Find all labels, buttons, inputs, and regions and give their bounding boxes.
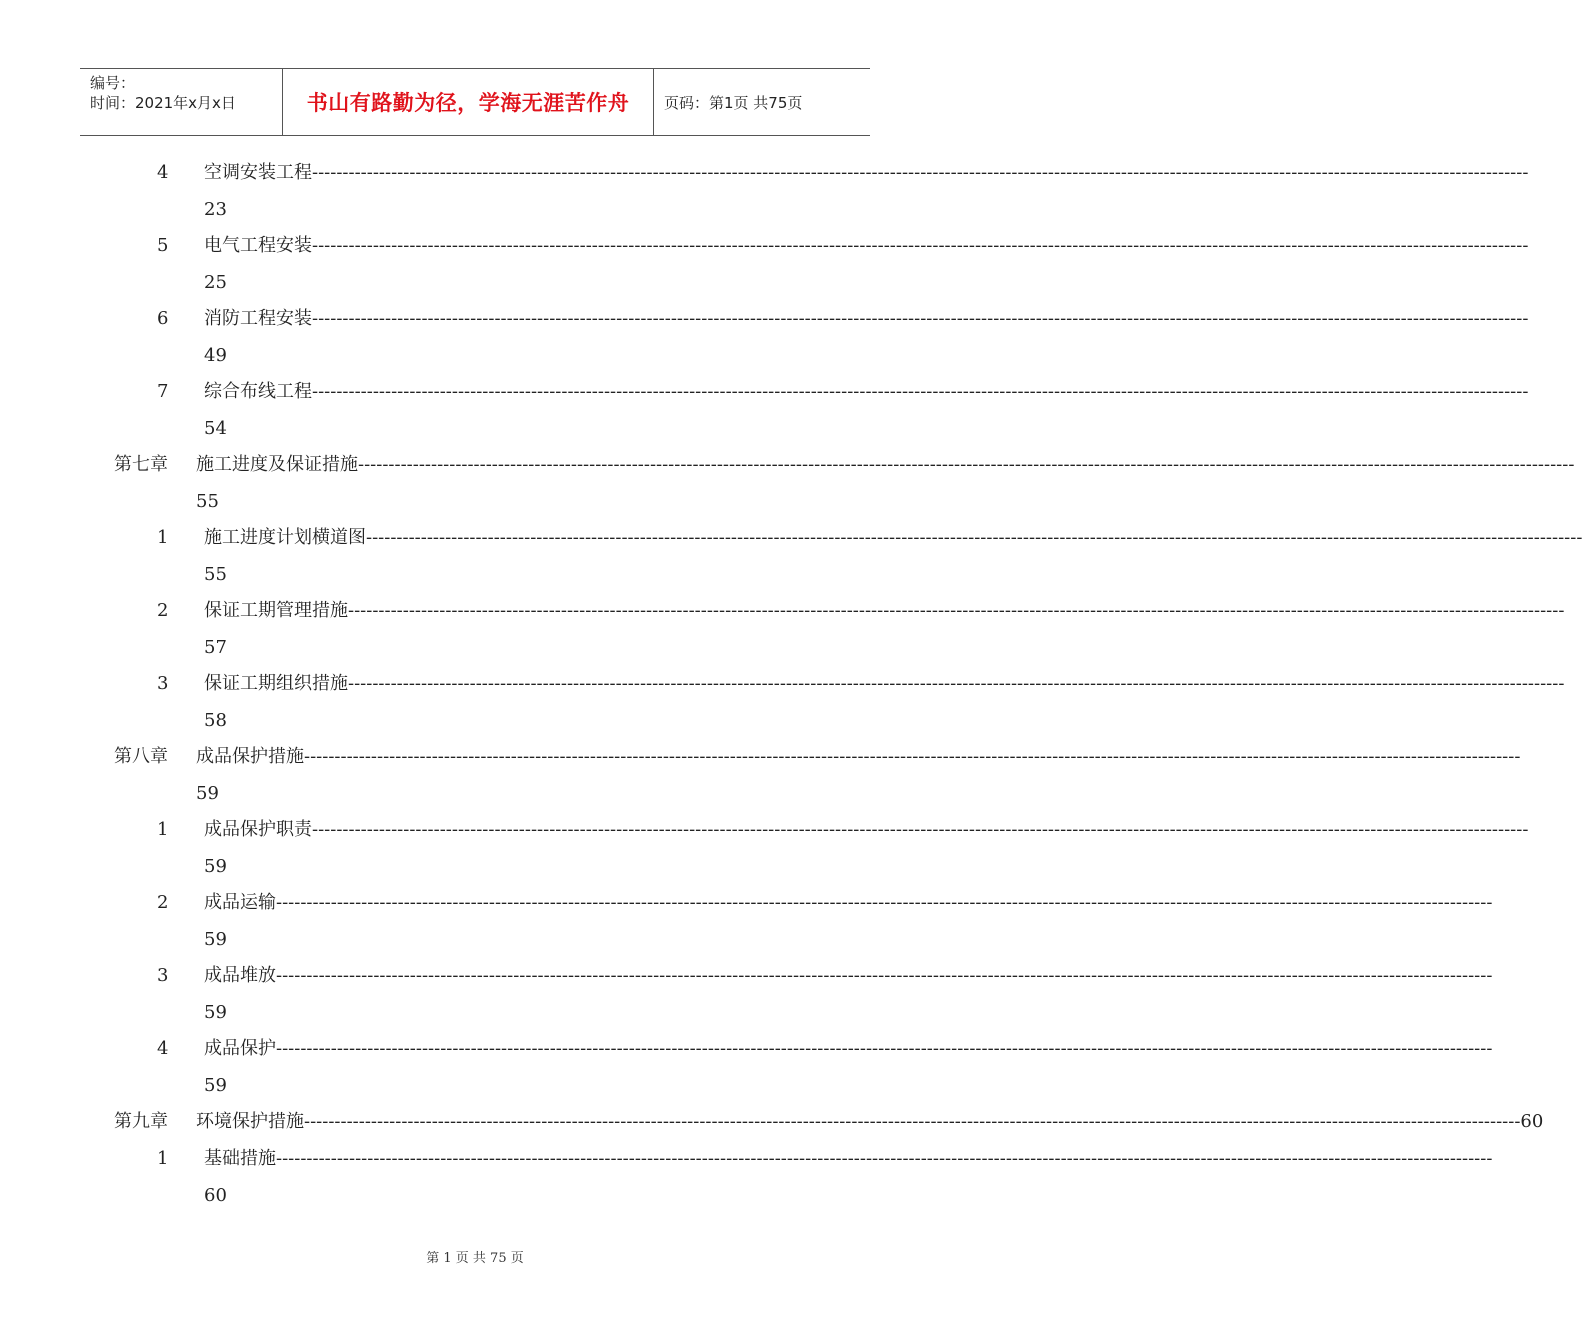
toc-entry-title: 环境保护措施 [196,1111,304,1132]
toc-entry[interactable] [0,308,1529,330]
toc-leader: -------------------------------------------------------------------------------------------------------------------------------------------------------------------------------------------------------- [348,600,1565,621]
toc-entry[interactable] [0,746,1521,768]
document-time-label: 时间：2021年x月x日 [90,94,236,112]
toc-entry-title-wrap [196,454,1575,476]
document-number-label: 编号： [90,74,136,92]
toc-entry-number: 1 [157,819,169,840]
toc-entry-page: 57 [204,637,227,658]
toc-entry-number: 5 [157,235,169,256]
toc-entry-title: 施工进度计划横道图 [204,527,366,548]
toc-entry-number: 第七章 [114,454,168,475]
toc-leader: -------------------------------------------------------------------------------------------------------------------------------------------------------------------------------------------------------- [276,965,1493,986]
toc-entry[interactable] [0,819,1529,841]
toc-entry-number: 3 [157,965,169,986]
toc-entry-page: 60 [204,1185,227,1206]
toc-entry[interactable] [0,454,1575,476]
toc-entry-title-wrap [204,162,1529,184]
toc-entry-title-wrap [204,819,1529,841]
toc-entry-title: 保证工期组织措施 [204,673,348,694]
toc-leader: -------------------------------------------------------------------------------------------------------------------------------------------------------------------------------------------------------- [366,527,1582,548]
toc-entry-number: 第九章 [114,1111,168,1132]
toc-leader: -------------------------------------------------------------------------------------------------------------------------------------------------------------------------------------------------------- [312,381,1529,402]
toc-entry[interactable] [0,527,1582,549]
toc-entry-title-wrap [204,965,1493,987]
toc-entry[interactable] [0,381,1529,403]
toc-entry-title-wrap [204,600,1565,622]
toc-leader: -------------------------------------------------------------------------------------------------------------------------------------------------------------------------------------------------------- [348,673,1565,694]
toc-entry-number: 6 [157,308,169,329]
toc-entry-title: 电气工程安装 [204,235,312,256]
toc-leader: -------------------------------------------------------------------------------------------------------------------------------------------------------------------------------------------------------- [312,819,1529,840]
toc-entry-number: 4 [157,162,169,183]
toc-entry-page: 60 [1520,1111,1544,1132]
toc-leader: -------------------------------------------------------------------------------------------------------------------------------------------------------------------------------------------------------- [358,454,1575,475]
toc-leader: -------------------------------------------------------------------------------------------------------------------------------------------------------------------------------------------------------- [304,1111,1521,1132]
toc-entry-title: 空调安装工程 [204,162,312,183]
toc-entry-title-wrap [204,1148,1493,1170]
page-footer: 第 1 页 共 75 页 [426,1251,524,1266]
toc-entry-title: 成品保护职责 [204,819,312,840]
toc-entry-title: 成品保护措施 [196,746,304,767]
toc-entry-number: 1 [157,527,169,548]
toc-entry-number: 1 [157,1148,169,1169]
toc-leader: -------------------------------------------------------------------------------------------------------------------------------------------------------------------------------------------------------- [312,162,1529,183]
toc-entry-page: 54 [204,418,227,439]
toc-entry-page: 59 [204,1002,227,1023]
toc-entry-page: 55 [196,491,219,512]
toc-leader: -------------------------------------------------------------------------------------------------------------------------------------------------------------------------------------------------------- [276,1148,1493,1169]
toc-entry[interactable] [0,235,1529,257]
toc-entry-number: 7 [157,381,169,402]
toc-entry-page: 25 [204,272,227,293]
toc-entry-title: 保证工期管理措施 [204,600,348,621]
toc-entry-page: 49 [204,345,227,366]
toc-entry[interactable] [0,673,1565,695]
toc-entry-title-wrap [204,527,1582,549]
toc-entry-title-wrap [204,892,1493,914]
toc-entry-page: 23 [204,199,227,220]
toc-leader: -------------------------------------------------------------------------------------------------------------------------------------------------------------------------------------------------------- [276,892,1493,913]
toc-entry-title-wrap [204,235,1529,257]
toc-leader: -------------------------------------------------------------------------------------------------------------------------------------------------------------------------------------------------------- [304,746,1521,767]
toc-entry-title-wrap [204,673,1565,695]
toc-entry-page: 55 [204,564,227,585]
toc-entry-number: 3 [157,673,169,694]
header-page-info: 页码：第1页 共75页 [664,93,803,112]
toc-entry-number: 2 [157,600,169,621]
toc-entry[interactable] [0,892,1493,914]
toc-entry-number: 4 [157,1038,169,1059]
toc-entry-title: 施工进度及保证措施 [196,454,358,475]
toc-entry-page: 59 [204,1075,227,1096]
toc-entry[interactable] [0,1148,1493,1170]
toc-entry[interactable] [0,600,1565,622]
toc-entry-title: 消防工程安装 [204,308,312,329]
toc-entry-title: 成品保护 [204,1038,276,1059]
toc-entry-title-wrap [196,1111,1544,1133]
toc-entry-title-wrap [204,381,1529,403]
toc-leader: -------------------------------------------------------------------------------------------------------------------------------------------------------------------------------------------------------- [276,1038,1493,1059]
toc-entry-title: 综合布线工程 [204,381,312,402]
toc-entry-number: 第八章 [114,746,168,767]
toc-entry[interactable] [0,965,1493,987]
toc-entry-page: 59 [196,783,219,804]
toc-entry-title-wrap [204,1038,1493,1060]
toc-entry-page: 59 [204,929,227,950]
toc-entry[interactable] [0,1038,1493,1060]
toc-entry-page: 58 [204,710,227,731]
toc-entry-title: 成品堆放 [204,965,276,986]
toc-leader: -------------------------------------------------------------------------------------------------------------------------------------------------------------------------------------------------------- [312,235,1529,256]
toc-entry-page: 59 [204,856,227,877]
toc-entry-title: 基础措施 [204,1148,276,1169]
toc-entry-number: 2 [157,892,169,913]
header-motto: 书山有路勤为径，学海无涯苦作舟 [282,69,654,135]
toc-entry-title: 成品运输 [204,892,276,913]
toc-leader: -------------------------------------------------------------------------------------------------------------------------------------------------------------------------------------------------------- [312,308,1529,329]
toc-entry[interactable] [0,1111,1544,1133]
toc-entry-title-wrap [196,746,1521,768]
toc-entry[interactable] [0,162,1529,184]
toc-entry-title-wrap [204,308,1529,330]
